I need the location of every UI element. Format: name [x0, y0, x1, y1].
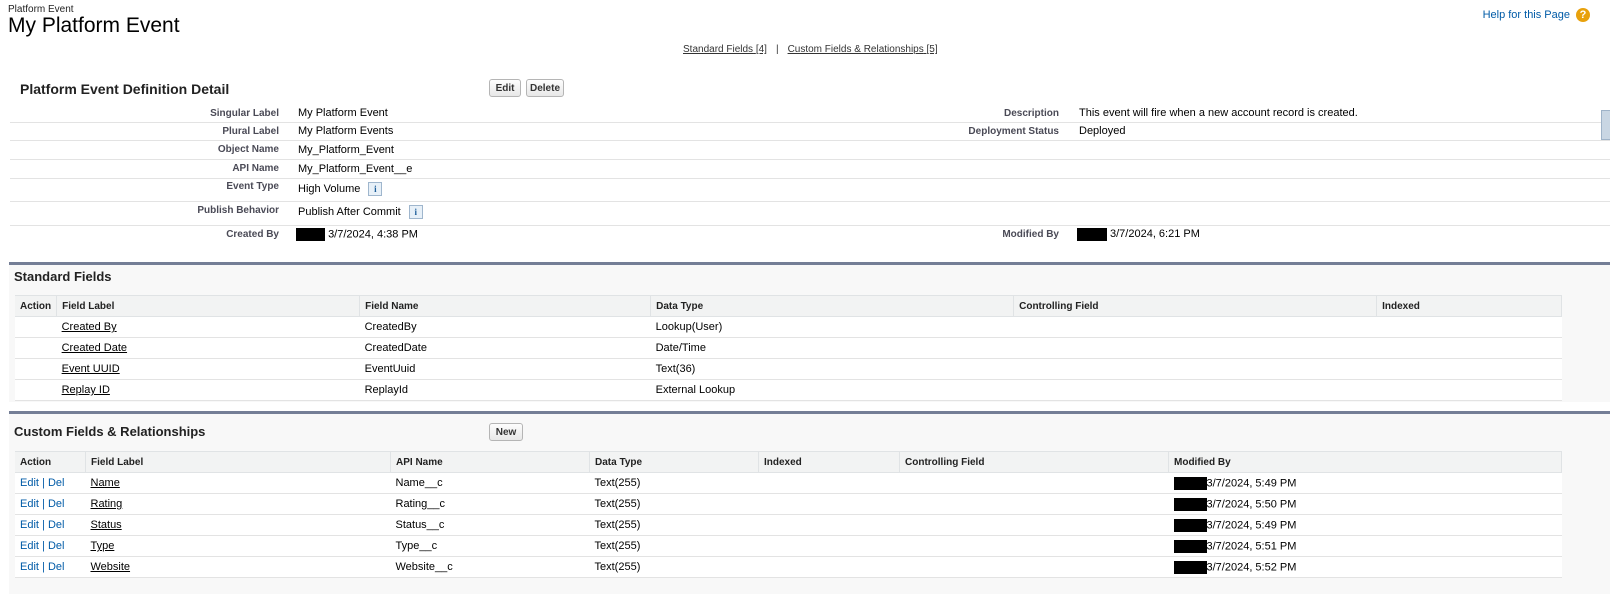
plural-label-label: Plural Label [222, 126, 279, 137]
created-by-value [296, 228, 418, 241]
action-cell [15, 494, 86, 515]
col-field-label[interactable]: Field Label [86, 452, 391, 473]
col-data-type[interactable]: Data Type [590, 452, 759, 473]
data-type-cell: Date/Time [651, 338, 1014, 359]
col-indexed[interactable]: Indexed [1377, 296, 1562, 317]
modified-by-date: 3/7/2024, 6:21 PM [1110, 228, 1200, 241]
quicklink-custom-fields[interactable] [788, 44, 938, 55]
del-link[interactable]: Del [47, 498, 65, 510]
question-icon[interactable]: ? [1576, 8, 1590, 22]
field-name-cell: CreatedDate [360, 338, 651, 359]
col-api-name[interactable]: API Name [391, 452, 590, 473]
col-field-label[interactable]: Field Label [57, 296, 360, 317]
action-cell [15, 536, 86, 557]
modified-date: 3/7/2024, 5:52 PM [1206, 560, 1297, 573]
col-data-type[interactable]: Data Type [651, 296, 1014, 317]
indexed-cell [759, 494, 900, 515]
field-label-link[interactable]: Type [90, 540, 115, 552]
table-row [15, 380, 1562, 401]
table-row [15, 473, 1562, 494]
side-tab-handle[interactable] [1601, 110, 1610, 140]
data-type-cell: Text(255) [590, 494, 759, 515]
redacted-user [296, 228, 325, 241]
table-row [15, 317, 1562, 338]
table-header-row [15, 296, 1562, 317]
col-controlling-field[interactable]: Controlling Field [1014, 296, 1377, 317]
del-link[interactable]: Del [47, 519, 65, 531]
action-separator: | [42, 477, 45, 489]
edit-link[interactable]: Edit [20, 498, 39, 510]
api-name-cell: Status__c [391, 515, 590, 536]
quicklink-separator: | [775, 44, 779, 55]
deployment-status-label: Deployment Status [968, 126, 1059, 137]
help-link-text[interactable]: Help for this Page [1482, 9, 1570, 21]
api-name-value: My_Platform_Event__e [298, 163, 413, 175]
field-label-link[interactable]: Website [90, 561, 131, 573]
modified-by-cell [1169, 557, 1562, 578]
created-by-label: Created By [226, 229, 279, 240]
col-indexed[interactable]: Indexed [759, 452, 900, 473]
description-label: Description [1003, 108, 1059, 119]
field-label-link[interactable]: Status [90, 519, 122, 531]
field-name-cell: EventUuid [360, 359, 651, 380]
standard-fields-table [15, 295, 1562, 401]
action-cell [15, 473, 86, 494]
quicklink-custom-fields-label[interactable]: Custom Fields & Relationships [787, 44, 924, 55]
modified-by-cell [1169, 473, 1562, 494]
modified-by-cell [1169, 494, 1562, 515]
info-icon[interactable]: i [368, 182, 382, 196]
action-cell [15, 557, 86, 578]
modified-date: 3/7/2024, 5:51 PM [1206, 539, 1297, 552]
indexed-cell [1377, 380, 1562, 401]
indexed-cell [759, 557, 900, 578]
description-value: This event will fire when a new account record is created. [1079, 107, 1358, 119]
indexed-cell [759, 473, 900, 494]
indexed-cell [1377, 359, 1562, 380]
modified-date: 3/7/2024, 5:49 PM [1206, 518, 1297, 531]
api-name-cell: Rating__c [391, 494, 590, 515]
action-cell [15, 380, 57, 401]
modified-by-cell [1169, 515, 1562, 536]
indexed-cell [1377, 338, 1562, 359]
table-header-row [15, 452, 1562, 473]
page-title: My Platform Event [8, 14, 180, 37]
modified-date: 3/7/2024, 5:49 PM [1206, 476, 1297, 489]
custom-fields-section [9, 411, 1610, 594]
field-name-cell: CreatedBy [360, 317, 651, 338]
object-name-label: Object Name [217, 144, 279, 155]
edit-link[interactable]: Edit [20, 540, 39, 552]
api-name-label: API Name [232, 163, 279, 174]
field-label-link[interactable]: Replay ID [61, 384, 110, 396]
edit-link[interactable]: Edit [20, 519, 39, 531]
api-name-cell: Website__c [391, 557, 590, 578]
indexed-cell [1377, 317, 1562, 338]
info-icon[interactable]: i [409, 205, 423, 219]
data-type-cell: Text(255) [590, 515, 759, 536]
controlling-field-cell [1014, 380, 1377, 401]
created-by-date: 3/7/2024, 4:38 PM [328, 228, 418, 241]
data-type-cell: External Lookup [651, 380, 1014, 401]
detail-title: Platform Event Definition Detail [20, 81, 230, 97]
edit-button[interactable]: Edit [489, 79, 521, 97]
publish-behavior-text: Publish After Commit [298, 205, 401, 218]
del-link[interactable]: Del [47, 561, 65, 573]
publish-behavior-value [298, 205, 423, 219]
modified-by-label: Modified By [1002, 229, 1059, 240]
action-separator: | [42, 561, 45, 573]
action-cell [15, 359, 57, 380]
col-controlling-field[interactable]: Controlling Field [900, 452, 1169, 473]
field-label-link[interactable]: Created Date [61, 342, 128, 354]
help-link[interactable] [1483, 8, 1590, 22]
singular-label-label: Singular Label [210, 108, 279, 119]
action-separator: | [42, 498, 45, 510]
redacted-user [1174, 561, 1207, 574]
data-type-cell: Lookup(User) [651, 317, 1014, 338]
col-action: Action [15, 296, 57, 317]
indexed-cell [759, 515, 900, 536]
redacted-user [1174, 519, 1207, 532]
data-type-cell: Text(255) [590, 536, 759, 557]
redacted-user [1174, 477, 1207, 490]
action-cell [15, 515, 86, 536]
col-action: Action [15, 452, 86, 473]
action-separator: | [42, 519, 45, 531]
controlling-field-cell [1014, 338, 1377, 359]
custom-fields-title: Custom Fields & Relationships [14, 424, 206, 439]
object-type-label: Platform Event [8, 4, 74, 15]
del-link[interactable]: Del [47, 477, 65, 489]
controlling-field-cell [900, 536, 1169, 557]
field-label-link[interactable]: Rating [90, 498, 123, 510]
table-row [15, 536, 1562, 557]
action-separator: | [42, 540, 45, 552]
field-label-link[interactable]: Name [90, 477, 120, 489]
plural-label-value: My Platform Events [298, 125, 394, 137]
quicklink-standard-fields-label[interactable]: Standard Fields [683, 44, 754, 55]
table-row [15, 359, 1562, 380]
api-name-cell: Type__c [391, 536, 590, 557]
edit-link[interactable]: Edit [20, 561, 39, 573]
table-row [15, 338, 1562, 359]
redacted-user [1174, 498, 1207, 511]
modified-by-cell [1169, 536, 1562, 557]
api-name-cell: Name__c [391, 473, 590, 494]
field-label-link[interactable]: Event UUID [61, 363, 120, 375]
quick-links [683, 44, 938, 55]
field-label-link[interactable]: Created By [61, 321, 117, 333]
controlling-field-cell [900, 473, 1169, 494]
col-modified-by[interactable]: Modified By [1169, 452, 1562, 473]
event-type-label: Event Type [226, 181, 279, 192]
del-link[interactable]: Del [47, 540, 65, 552]
modified-by-value [1077, 228, 1200, 241]
controlling-field-cell [1014, 317, 1377, 338]
new-field-button[interactable]: New [489, 423, 523, 441]
quicklink-standard-fields[interactable] [683, 44, 767, 55]
data-type-cell: Text(36) [651, 359, 1014, 380]
modified-date: 3/7/2024, 5:50 PM [1206, 497, 1297, 510]
redacted-user [1174, 540, 1207, 553]
controlling-field-cell [900, 557, 1169, 578]
quicklink-standard-fields-count[interactable]: [4] [755, 44, 767, 55]
indexed-cell [759, 536, 900, 557]
col-field-name[interactable]: Field Name [360, 296, 651, 317]
event-type-text: High Volume [298, 182, 361, 195]
field-name-cell: ReplayId [360, 380, 651, 401]
standard-fields-title: Standard Fields [14, 269, 112, 284]
quicklink-custom-fields-count[interactable]: [5] [926, 44, 938, 55]
controlling-field-cell [900, 515, 1169, 536]
edit-link[interactable]: Edit [20, 477, 39, 489]
action-cell [15, 338, 57, 359]
singular-label-value: My Platform Event [298, 107, 388, 119]
object-name-value: My_Platform_Event [298, 144, 394, 156]
controlling-field-cell [1014, 359, 1377, 380]
table-row [15, 557, 1562, 578]
controlling-field-cell [900, 494, 1169, 515]
delete-button[interactable]: Delete [526, 79, 564, 97]
data-type-cell: Text(255) [590, 557, 759, 578]
deployment-status-value: Deployed [1079, 125, 1126, 137]
data-type-cell: Text(255) [590, 473, 759, 494]
publish-behavior-label: Publish Behavior [197, 205, 279, 216]
table-row [15, 494, 1562, 515]
table-row [15, 515, 1562, 536]
redacted-user [1077, 228, 1107, 241]
action-cell [15, 317, 57, 338]
custom-fields-table [15, 451, 1562, 578]
event-type-value [298, 182, 382, 196]
standard-fields-section [9, 262, 1610, 402]
